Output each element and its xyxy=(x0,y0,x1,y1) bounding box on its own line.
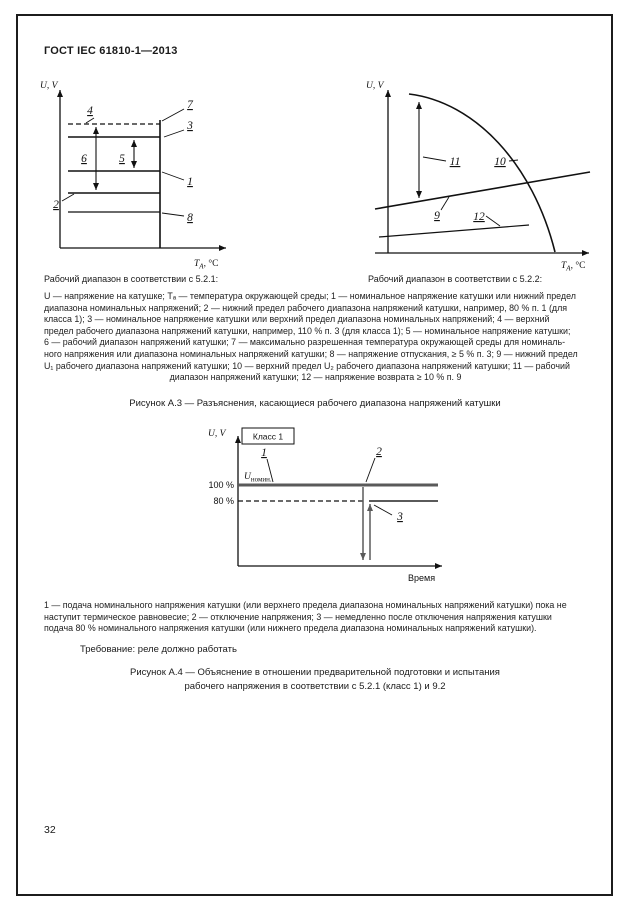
legend-line: 6 — рабочий диапазон напряжений катушки; 7 — максимально разрешенная температура окружающей среды для номиналь- xyxy=(44,337,566,348)
mark-11: 11 xyxy=(449,156,461,168)
leader-12 xyxy=(486,216,500,226)
leader-1 xyxy=(162,172,184,180)
figure-a4-note xyxy=(44,600,587,635)
figure-a4-caption-line1: Рисунок А.4 — Объяснение в отношении предварительной подготовки и испытания xyxy=(130,667,500,678)
y-axis-label: U, V xyxy=(40,81,58,91)
mark-9: 9 xyxy=(434,210,440,222)
legend-line: U — напряжение на катушке; Tₐ — температура окружающей среды; 1 — номинальное напряжение катушки или нижний предел xyxy=(44,291,576,301)
leader-9 xyxy=(441,197,449,210)
x-axis-label: $T_A$, °C xyxy=(194,259,219,271)
leader-2 xyxy=(366,458,375,482)
line-lower-working-limit xyxy=(375,172,590,209)
mark-5: 5 xyxy=(119,153,125,165)
line-return-voltage xyxy=(379,225,529,237)
figure-a4-caption-line2: рабочего напряжения в соответствии с 5.2.1 (класс 1) и 9.2 xyxy=(184,681,446,692)
x-axis-label: Время xyxy=(408,573,436,583)
level-100-label: 100 % xyxy=(208,480,234,490)
diagram-working-range-521 xyxy=(38,76,243,271)
leader-10 xyxy=(509,160,518,161)
requirement-text: Требование: реле должно работать xyxy=(80,644,237,655)
leader-3 xyxy=(164,130,184,137)
legend-line: предел рабочего диапазона напряжений катушки, например, 110 % п. 3 (для класса 1); 5 — номинальное напряжение катушки; xyxy=(44,325,571,336)
diagram-working-range-522 xyxy=(363,76,598,271)
leader-3 xyxy=(374,505,392,515)
note-line: подача 80 % номинального напряжения катушки (или нижнего предела диапазона номинальных напряжений катушки). xyxy=(44,623,537,633)
figure-a4-caption xyxy=(0,666,630,694)
mark-2: 2 xyxy=(376,446,382,458)
mark-7: 7 xyxy=(187,99,193,111)
x-axis-label: $T_A$, °C xyxy=(561,261,586,271)
u-nominal-label: $U_{номин.}$ xyxy=(244,472,272,484)
legend-line: U₁ рабочего диапазона напряжений катушки; 10 — верхний предел U₂ рабочего диапазона напряжений катушки; 11 — рабочий xyxy=(44,360,570,371)
note-line: 1 — подача номинального напряжения катушки (или верхнего предела диапазона номинальных напряжений катушки) пока не xyxy=(44,600,567,610)
mark-10: 10 xyxy=(494,156,506,168)
diagram-class1-test xyxy=(186,424,456,586)
legend-line: ного напряжения или диапазона номинальных напряжений катушки; 8 — напряжение отпускания, ≥ 5 % п. 3; 9 — нижний предел xyxy=(44,348,578,359)
legend-line: диапазон напряжений катушки; 12 — напряжение возврата ≥ 10 % п. 9 xyxy=(169,372,462,383)
mark-1: 1 xyxy=(261,447,267,459)
leader-7 xyxy=(162,109,184,121)
caption-range-521: Рабочий диапазон в соответствии с 5.2.1: xyxy=(44,274,219,284)
y-axis-label: U, V xyxy=(208,429,226,439)
mark-1: 1 xyxy=(187,176,193,188)
mark-12: 12 xyxy=(473,211,485,223)
legend-line: класса 1); 3 — номинальное напряжение катушки или верхний предел диапазона номинальных напряжений; 4 — верхний xyxy=(44,314,550,325)
leader-8 xyxy=(162,213,184,216)
mark-3: 3 xyxy=(187,120,193,132)
legend-line: диапазона номинальных напряжений; 2 — нижний предел рабочего диапазона напряжений катушки, например, 80 % п. 1 (для xyxy=(44,302,568,313)
document-header: ГОСТ IEC 61810-1—2013 xyxy=(44,45,178,57)
mark-4: 4 xyxy=(87,105,93,117)
level-80-label: 80 % xyxy=(213,496,234,506)
mark-3: 3 xyxy=(397,511,403,523)
figure-a3-legend xyxy=(44,291,587,384)
leader-4 xyxy=(86,118,94,123)
y-axis-label: U, V xyxy=(366,81,384,91)
class-box-label: Класс 1 xyxy=(252,431,284,442)
mark-8: 8 xyxy=(187,212,193,224)
note-line: наступит термическое равновесие; 2 — отключение напряжения; 3 — немедленно после отключения напряжения катушки xyxy=(44,611,552,622)
leader-2 xyxy=(62,194,74,201)
mark-6: 6 xyxy=(81,153,87,165)
figure-a3-caption: Рисунок А.3 — Разъяснения, касающиеся рабочего диапазона напряжений катушки xyxy=(129,398,501,409)
leader-11 xyxy=(423,157,446,161)
caption-range-522: Рабочий диапазон в соответствии с 5.2.2: xyxy=(368,274,543,284)
page-number: 32 xyxy=(44,824,56,836)
mark-2: 2 xyxy=(53,199,59,211)
